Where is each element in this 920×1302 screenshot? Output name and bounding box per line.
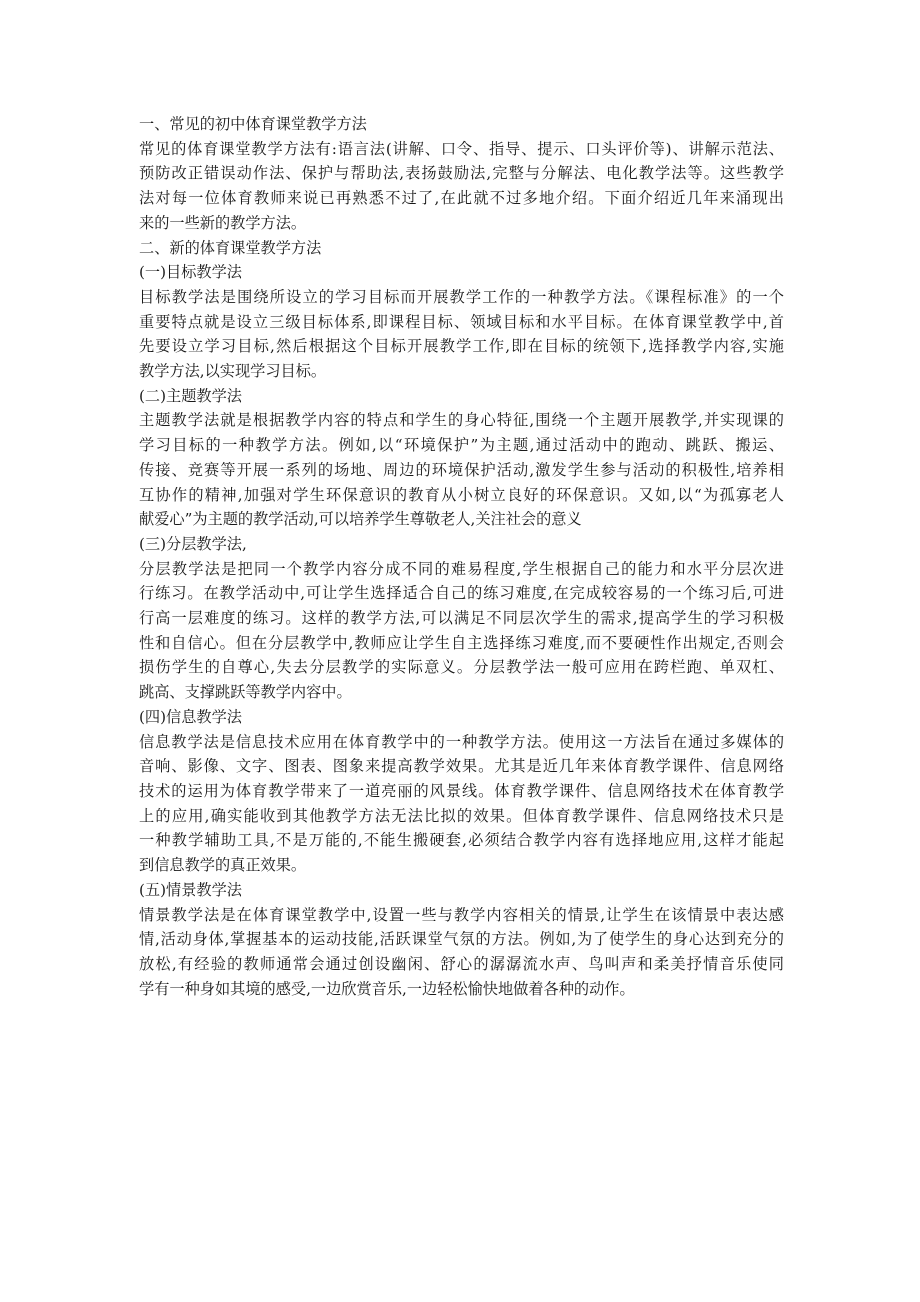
paragraph-line: 学有一种身如其境的感受,一边欣赏音乐,一边轻松愉快地做着各种的动作。 [139, 979, 635, 998]
paragraph-line: 行高一层难度的练习。这样的教学方法,可以满足不同层次学生的需求,提高学生的学习积极 [139, 609, 784, 628]
paragraph-line: 放松,有经验的教师通常会通过创设幽闲、舒心的潺潺流水声、鸟叫声和柔美抒情音乐使同 [139, 954, 784, 973]
paragraph-line: 技术的运用为体育教学带来了一道亮丽的风景线。体育教学课件、信息网络技术在体育教学 [139, 781, 784, 800]
paragraph-line: 教学方法,以实现学习目标。 [139, 362, 327, 381]
paragraph-line: 分层教学法是把同一个教学内容分成不同的难易程度,学生根据自己的能力和水平分层次进 [139, 559, 784, 578]
subheading-information-method: (四)信息教学法 [139, 707, 242, 726]
paragraph-line: 到信息教学的真正效果。 [139, 856, 307, 875]
paragraph-line: 重要特点就是设立三级目标体系,即课程目标、领域目标和水平目标。在体育课堂教学中,首 [139, 312, 784, 331]
paragraph-line: 主题教学法就是根据教学内容的特点和学生的身心特征,围绕一个主题开展教学,并实现课的 [139, 411, 784, 430]
document-body [139, 112, 784, 1001]
paragraph-line: 信息教学法是信息技术应用在体育教学中的一种教学方法。使用这一方法旨在通过多媒体的 [139, 732, 784, 751]
subheading-goal-method: (一)目标教学法 [139, 263, 242, 282]
paragraph-line: 情,活动身体,掌握基本的运动技能,活跃课堂气氛的方法。例如,为了使学生的身心达到充分的 [139, 930, 784, 949]
paragraph-line: 法对每一位体育教师来说已再熟悉不过了,在此就不过多地介绍。下面介绍近几年来涌现出 [139, 189, 784, 208]
paragraph-line: 来的一些新的教学方法。 [139, 213, 307, 232]
paragraph-line: 献爱心”为主题的教学活动,可以培养学生尊敬老人,关注社会的意义 [139, 510, 582, 529]
paragraph-line: 行练习。在教学活动中,可让学生选择适合自己的练习难度,在完成较容易的一个练习后,可进 [139, 584, 784, 603]
paragraph-line: 情景教学法是在体育课堂教学中,设置一些与教学内容相关的情景,让学生在该情景中表达感 [139, 905, 784, 924]
heading-1: 一、常见的初中体育课堂教学方法 [139, 115, 367, 133]
paragraph-line: 预防改正错误动作法、保护与帮助法,表扬鼓励法,完整与分解法、电化教学法等。这些教学 [139, 164, 784, 183]
paragraph-line: 先要设立学习目标,然后根据这个目标开展教学工作,即在目标的统领下,选择教学内容,实施 [139, 337, 784, 356]
subheading-scenario-method: (五)情景教学法 [139, 880, 242, 899]
paragraph-line: 学习目标的一种教学方法。例如,以“环境保护”为主题,通过活动中的跑动、跳跃、搬运、 [139, 436, 784, 455]
subheading-theme-method: (二)主题教学法 [139, 386, 242, 405]
paragraph-line: 传接、竞赛等开展一系列的场地、周边的环境保护活动,激发学生参与活动的积极性,培养相 [139, 460, 784, 479]
paragraph-line: 上的应用,确实能收到其他教学方法无法比拟的效果。但体育教学课件、信息网络技术只是 [139, 806, 784, 825]
paragraph-line: 损伤学生的自尊心,失去分层教学的实际意义。分层教学法一般可应用在跨栏跑、单双杠、 [139, 658, 784, 677]
paragraph-line: 跳高、支撑跳跃等教学内容中。 [139, 683, 352, 702]
paragraph-line: 一种教学辅助工具,不是万能的,不能生搬硬套,必须结合教学内容有选择地应用,这样才能起 [139, 831, 784, 850]
paragraph-line: 性和自信心。但在分层教学中,教师应让学生自主选择练习难度,而不要硬性作出规定,否则会 [139, 633, 784, 652]
subheading-layered-method: (三)分层教学法, [139, 534, 247, 553]
paragraph-line: 目标教学法是围绕所设立的学习目标而开展教学工作的一种教学方法。《课程标准》的一个 [139, 287, 784, 306]
paragraph-line: 音响、影像、文字、图表、图象来提高教学效果。尤其是近几年来体育教学课件、信息网络 [139, 757, 784, 776]
paragraph-line: 互协作的精神,加强对学生环保意识的教育从小树立良好的环保意识。又如,以“为孤寡老人 [139, 485, 784, 504]
heading-2: 二、新的体育课堂教学方法 [139, 238, 322, 257]
paragraph-line: 常见的体育课堂教学方法有:语言法(讲解、口令、指导、提示、口头评价等)、讲解示范法、 [139, 139, 784, 158]
